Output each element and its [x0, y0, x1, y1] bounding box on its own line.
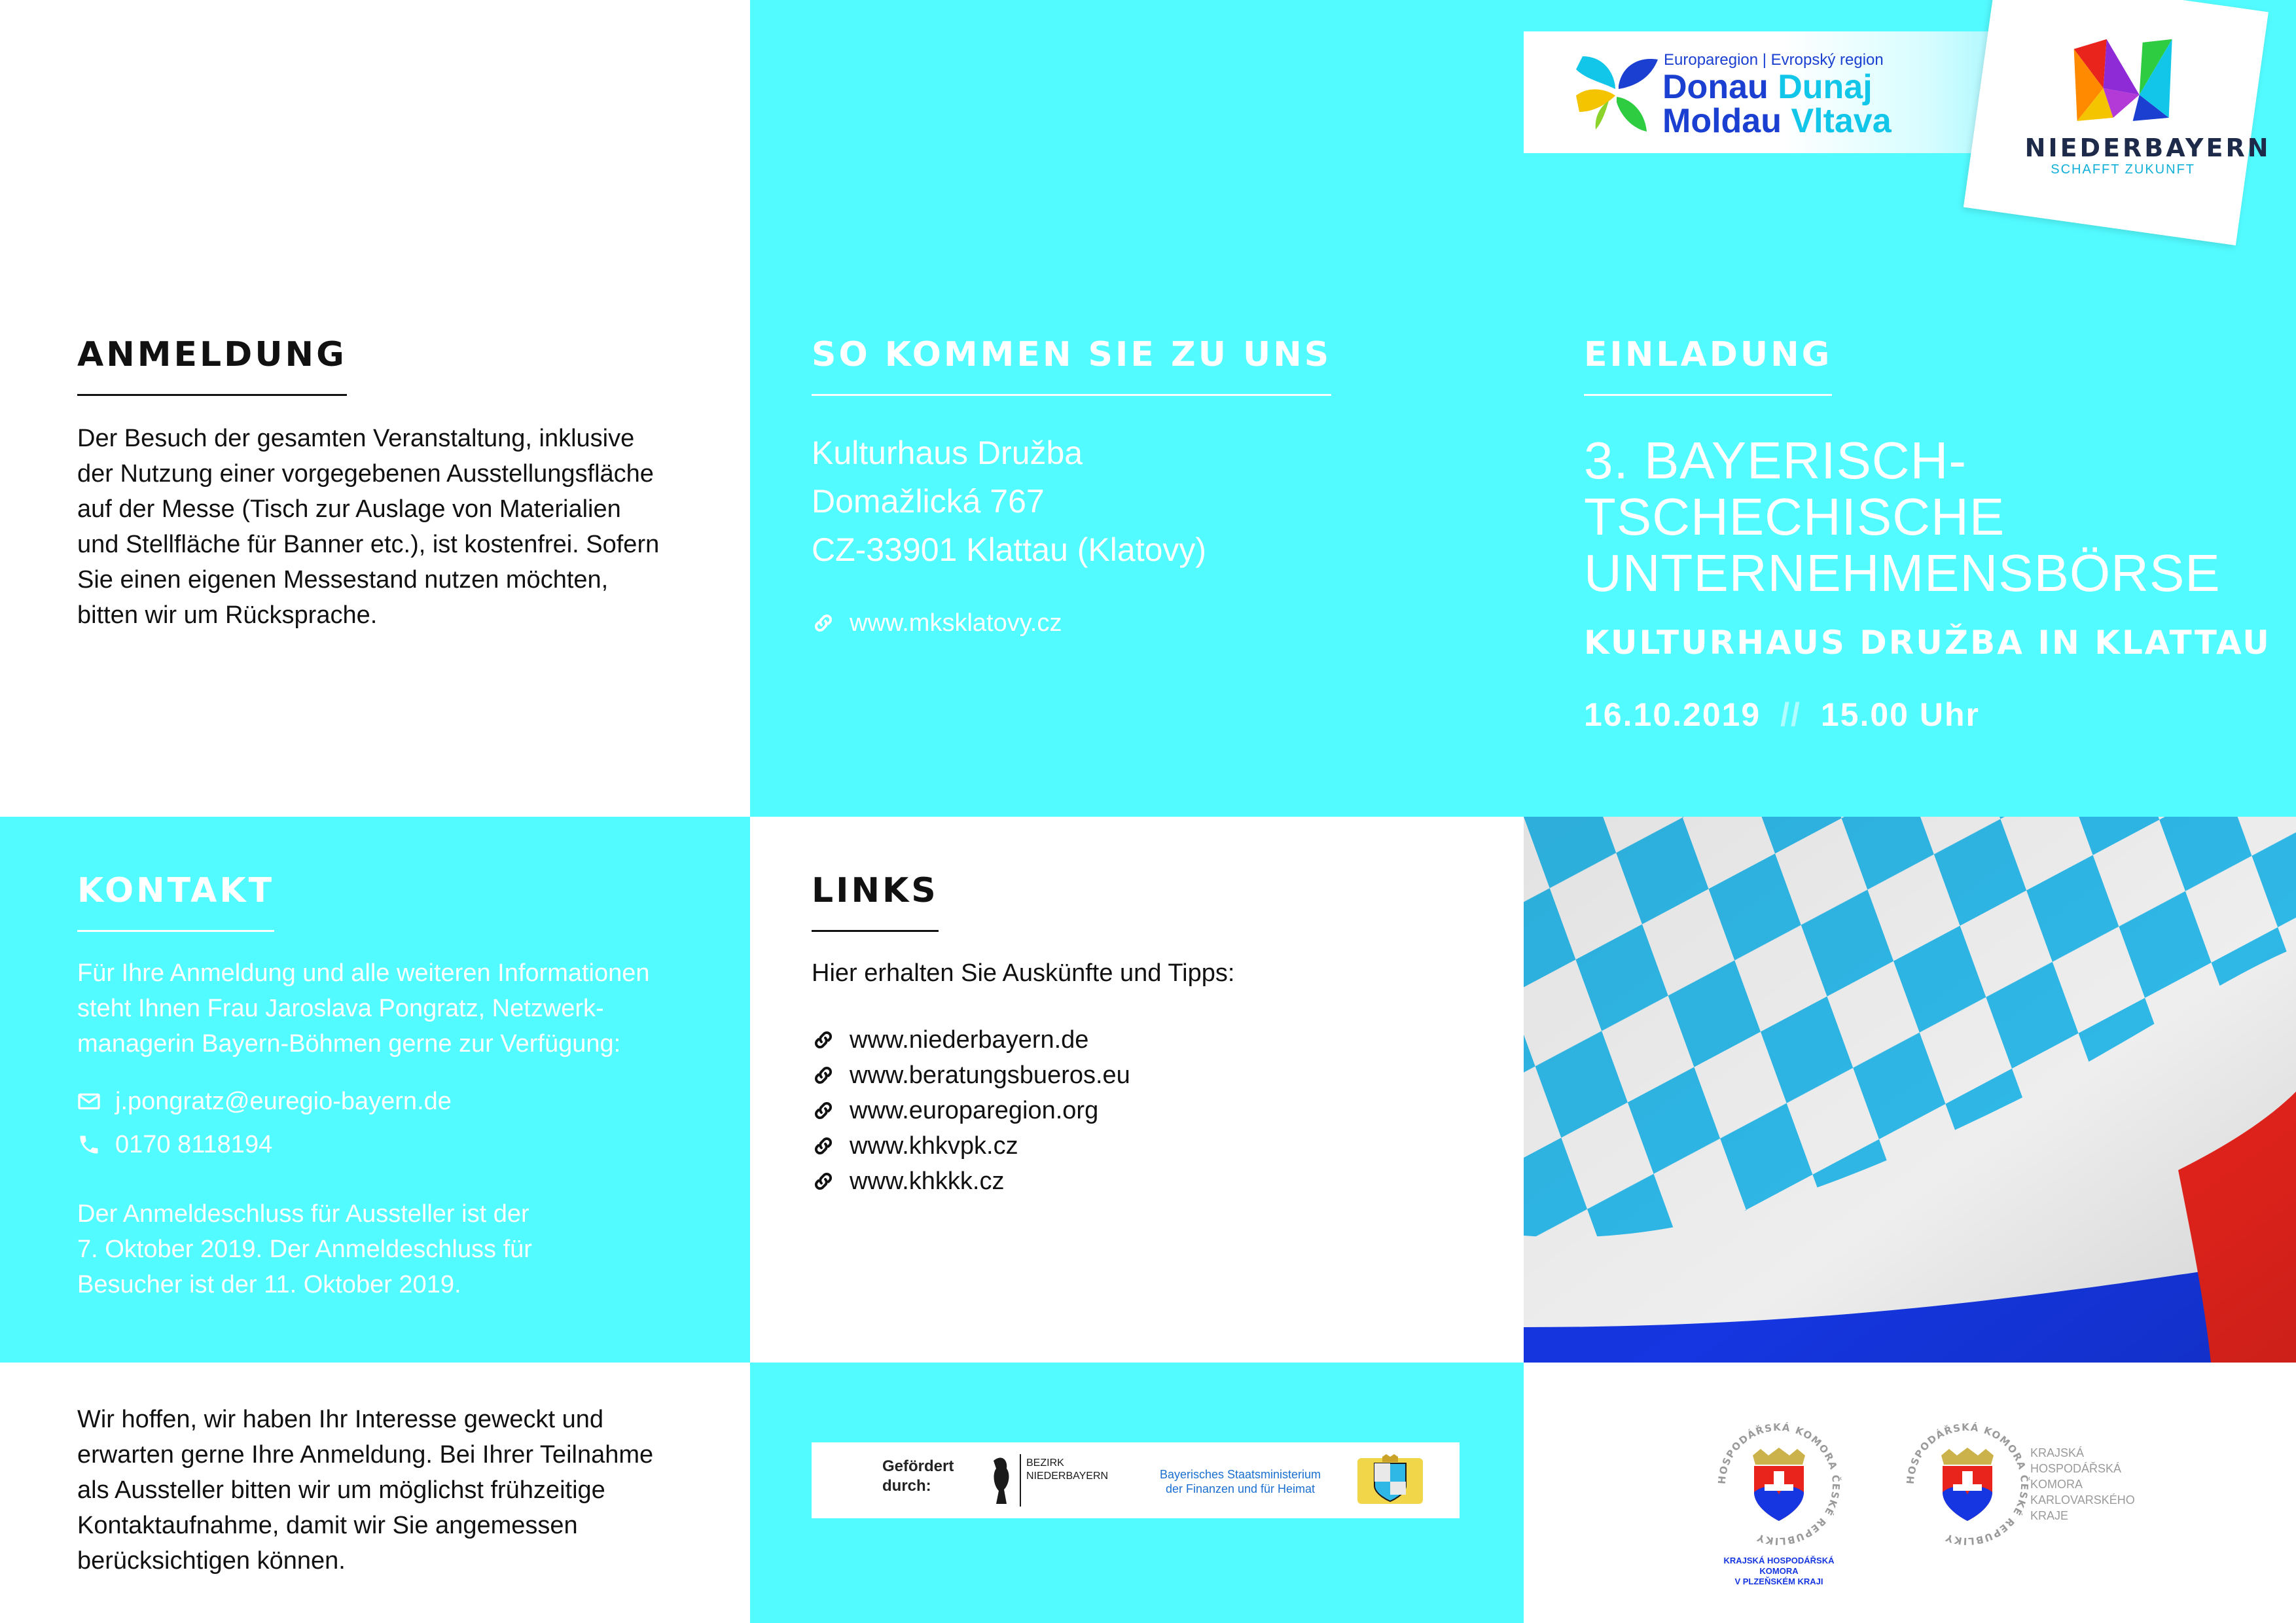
bezirk-crest-icon — [988, 1454, 1014, 1507]
niederbayern-card — [1964, 0, 2269, 245]
link-khkvpk[interactable] — [812, 1128, 1466, 1164]
link-icon — [812, 1134, 835, 1158]
event-datetime — [1584, 696, 2278, 734]
event-time: 15.00 Uhr — [1820, 696, 1980, 733]
flag-illustration — [1524, 817, 2296, 1363]
event-date: 16.10.2019 — [1584, 696, 1761, 733]
euroregion-line2 — [1662, 103, 1892, 139]
chamber-caption-line: KRAJSKÁ HOSPODÁŘSKÁ KOMORA — [1723, 1556, 1835, 1576]
contact-email: j.pongratz@euregio-bayern.de — [115, 1087, 452, 1115]
einladung-heading: EINLADUNG — [1584, 338, 1832, 396]
closing-line: Kontaktaufnahme, damit wir Sie angemessen — [77, 1512, 578, 1539]
link-icon — [812, 1169, 835, 1193]
link-label: www.beratungsbueros.eu — [850, 1061, 1130, 1089]
sponsor-label-line: durch: — [882, 1477, 931, 1495]
kontakt-intro-line: Für Ihre Anmeldung und alle weiteren Informationen — [77, 959, 650, 987]
closing-line: erwarten gerne Ihre Anmeldung. Bei Ihrer Teilnahme — [77, 1441, 654, 1469]
address-line: Kulturhaus Družba — [812, 435, 1083, 471]
mail-icon — [77, 1090, 101, 1113]
anmeldung-line: Der Besuch der gesamten Veranstaltung, inklusive — [77, 425, 635, 452]
link-beratungsbueros[interactable] — [812, 1058, 1466, 1093]
links-section — [812, 871, 1466, 1199]
deadline-line: Besucher ist der 11. Oktober 2019. — [77, 1271, 461, 1298]
anmeldung-line: und Stellfläche für Banner etc.), ist kostenfrei. Sofern — [77, 531, 660, 558]
contact-email-link[interactable] — [77, 1084, 732, 1119]
chamber-caption — [2030, 1445, 2135, 1524]
niederbayern-tagline: SCHAFFT ZUKUNFT — [2051, 162, 2196, 177]
niederbayern-n-icon — [2068, 36, 2179, 128]
anmeldung-heading: ANMELDUNG — [77, 338, 347, 396]
link-icon — [812, 1099, 835, 1122]
chamber-caption — [1713, 1556, 1844, 1587]
chamber-ring-text: HOSPODÁŘSKÁ KOMORA ČESKÉ REPUBLIKY — [1715, 1421, 1842, 1548]
address-line: Domažlická 767 — [812, 483, 1045, 520]
chamber-caption-line: V PLZEŇSKÉM KRAJI — [1734, 1577, 1823, 1586]
link-label: www.europaregion.org — [850, 1096, 1099, 1124]
link-niederbayern[interactable] — [812, 1022, 1466, 1058]
closing-text — [77, 1402, 732, 1578]
deadline-line: 7. Oktober 2019. Der Anmeldeschluss für — [77, 1236, 532, 1263]
bezirk-name — [1026, 1457, 1108, 1483]
deadline-line: Der Anmeldeschluss für Aussteller ist der — [77, 1200, 529, 1228]
links-heading: LINKS — [812, 874, 939, 932]
chamber-caption-line: KRAJE — [2030, 1509, 2069, 1522]
link-label: www.khkvpk.cz — [850, 1132, 1018, 1160]
kontakt-section — [77, 871, 732, 1302]
sponsor-bar — [812, 1442, 1460, 1518]
euroregion-dunaj: Dunaj — [1778, 68, 1873, 106]
euroregion-vltava: Vltava — [1791, 102, 1892, 140]
chamber-crest-icon — [1902, 1419, 2033, 1550]
chamber-logo-karlovy-vary — [1902, 1419, 2151, 1553]
event-subtitle: KULTURHAUS DRUŽBA IN KLATTAU — [1584, 624, 2271, 662]
closing-line: berücksichtigen können. — [77, 1547, 346, 1575]
closing-line: Wir hoffen, wir haben Ihr Interesse geweckt und — [77, 1406, 604, 1433]
chamber-caption-line: HOSPODÁŘSKÁ — [2030, 1462, 2122, 1475]
chamber-logo-pilsen — [1713, 1419, 1844, 1587]
link-label: www.niederbayern.de — [850, 1026, 1089, 1054]
kontakt-heading: KONTAKT — [77, 874, 274, 932]
euroregion-subtitle: Europaregion | Evropský region — [1664, 51, 1884, 69]
anmeldung-line: Sie einen eigenen Messestand nutzen möchten, — [77, 566, 609, 594]
niederbayern-logo — [2024, 36, 2271, 177]
einladung-section — [1584, 335, 2278, 734]
link-khkkk[interactable] — [812, 1164, 1466, 1199]
niederbayern-name: NIEDERBAYERN — [2024, 133, 2271, 162]
venue-website: www.mksklatovy.cz — [850, 609, 1062, 637]
phone-icon — [77, 1133, 101, 1156]
link-europaregion[interactable] — [812, 1093, 1466, 1128]
anmeldung-line: der Nutzung einer vorgegebenen Ausstellungsfläche — [77, 460, 654, 488]
anmeldung-line: auf der Messe (Tisch zur Auslage von Materialien — [77, 495, 621, 523]
kontakt-intro — [77, 955, 732, 1061]
contact-phone: 0170 8118194 — [115, 1130, 273, 1158]
link-icon — [812, 1063, 835, 1087]
title-line: TSCHECHISCHE — [1584, 488, 2005, 546]
euroregion-moldau: Moldau — [1662, 102, 1782, 140]
chamber-caption-line: KRAJSKÁ — [2030, 1446, 2085, 1459]
ministry-line: der Finanzen und für Heimat — [1165, 1482, 1316, 1495]
links-intro: Hier erhalten Sie Auskünfte und Tipps: — [812, 959, 1235, 987]
sponsor-label — [882, 1457, 954, 1496]
link-label: www.khkkk.cz — [850, 1167, 1005, 1195]
bezirk-divider — [1020, 1454, 1021, 1507]
chamber-caption-line: KARLOVARSKÉHO — [2030, 1493, 2135, 1507]
anmeldung-section — [77, 335, 706, 633]
title-line: UNTERNEHMENSBÖRSE — [1584, 544, 2221, 602]
deadline-text — [77, 1196, 732, 1302]
euroregion-butterfly-icon — [1570, 50, 1661, 135]
chamber-crest-icon — [1713, 1419, 1844, 1550]
euroregion-donau: Donau — [1662, 68, 1768, 106]
anmeldung-line: bitten wir um Rücksprache. — [77, 601, 378, 629]
euroregion-logo — [1524, 31, 1995, 153]
event-title — [1584, 433, 2278, 601]
sponsor-label-line: Gefördert — [882, 1457, 954, 1475]
bezirk-line: BEZIRK — [1026, 1457, 1064, 1469]
address-line: CZ-33901 Klattau (Klatovy) — [812, 531, 1207, 568]
ministry-name — [1132, 1467, 1348, 1496]
ministry-line: Bayerisches Staatsministerium — [1159, 1468, 1321, 1481]
bavarian-czech-flag-image — [1524, 817, 2296, 1363]
link-icon — [812, 611, 835, 635]
euroregion-line1 — [1662, 69, 1873, 105]
title-line: 3. BAYERISCH- — [1584, 431, 1967, 490]
venue-website-link[interactable] — [812, 605, 1466, 641]
kontakt-intro-line: managerin Bayern-Böhmen gerne zur Verfügung: — [77, 1030, 621, 1058]
links-list — [812, 1022, 1466, 1199]
chamber-caption-line: KOMORA — [2030, 1478, 2083, 1491]
anmeldung-text — [77, 421, 706, 633]
closing-line: als Aussteller bitten wir um möglichst frühzeitige — [77, 1476, 605, 1504]
anfahrt-heading: SO KOMMEN SIE ZU UNS — [812, 338, 1331, 396]
link-icon — [812, 1028, 835, 1052]
bavarian-coat-of-arms-icon — [1352, 1454, 1428, 1507]
contact-phone-link[interactable] — [77, 1127, 732, 1162]
venue-address — [812, 429, 1466, 574]
anfahrt-section — [812, 335, 1466, 641]
bezirk-line: NIEDERBAYERN — [1026, 1471, 1109, 1482]
kontakt-intro-line: steht Ihnen Frau Jaroslava Pongratz, Netzwerk- — [77, 995, 604, 1022]
chamber-ring-text: HOSPODÁŘSKÁ KOMORA ČESKÉ REPUBLIKY — [1904, 1421, 2031, 1548]
date-separator: // — [1780, 696, 1801, 733]
